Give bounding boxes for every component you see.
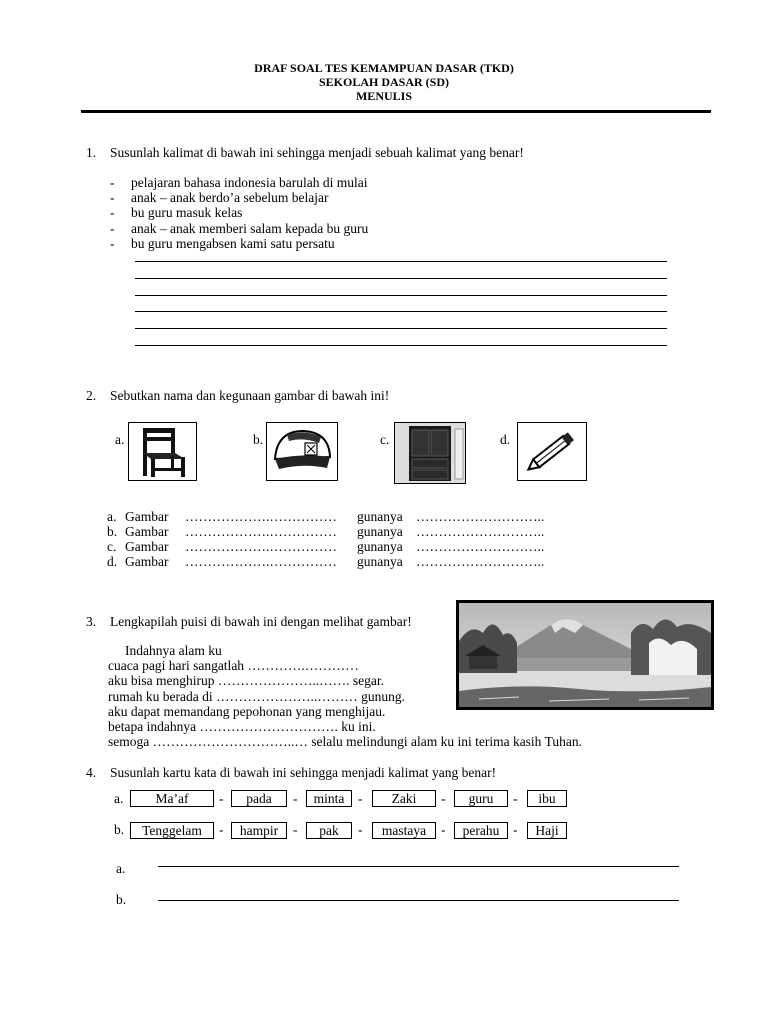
answer-line[interactable] bbox=[135, 278, 667, 279]
answer-line[interactable] bbox=[158, 900, 679, 901]
name-blank[interactable]: ……………….…………… bbox=[185, 524, 337, 539]
landscape-icon bbox=[459, 603, 711, 707]
answer-line[interactable] bbox=[135, 261, 667, 262]
word-card[interactable]: mastaya bbox=[372, 822, 436, 839]
word-card[interactable]: minta bbox=[306, 790, 352, 807]
gunanya-label: gunanya bbox=[357, 509, 403, 524]
picture-box-c bbox=[394, 422, 466, 484]
poem-title: Indahnya alam ku bbox=[125, 643, 222, 658]
picture-label: d. bbox=[500, 432, 511, 447]
gambar-label: Gambar bbox=[125, 524, 169, 539]
word-card[interactable]: ibu bbox=[527, 790, 567, 807]
card-separator: - bbox=[513, 822, 518, 837]
answer-line[interactable] bbox=[135, 295, 667, 296]
doc-subtitle: SEKOLAH DASAR (SD) bbox=[318, 75, 450, 89]
card-row-letter: b. bbox=[114, 822, 125, 837]
word-card[interactable]: pada bbox=[231, 790, 287, 807]
q4-text: Susunlah kartu kata di bawah ini sehingga menjadi kalimat yang benar! bbox=[110, 765, 497, 780]
card-separator: - bbox=[358, 822, 363, 837]
doc-section: MENULIS bbox=[355, 89, 412, 103]
picture-label: c. bbox=[380, 432, 390, 447]
answer-line[interactable] bbox=[135, 345, 667, 346]
q1-number: 1. bbox=[86, 145, 97, 160]
answer-line[interactable] bbox=[135, 311, 667, 312]
cap-icon bbox=[267, 423, 337, 480]
q1-bullet: - bbox=[110, 175, 115, 190]
use-blank[interactable]: ……………………….. bbox=[416, 554, 545, 569]
q1-item: bu guru mengabsen kami satu persatu bbox=[131, 236, 335, 251]
use-blank[interactable]: ……………………….. bbox=[416, 524, 545, 539]
picture-box-d bbox=[517, 422, 587, 481]
card-separator: - bbox=[441, 791, 446, 806]
name-blank[interactable]: ……………….…………… bbox=[185, 539, 337, 554]
word-card[interactable]: pak bbox=[306, 822, 352, 839]
gunanya-label: gunanya bbox=[357, 524, 403, 539]
gambar-label: Gambar bbox=[125, 554, 169, 569]
picture-box-b bbox=[266, 422, 338, 481]
landscape-frame bbox=[456, 600, 714, 710]
use-blank[interactable]: ……………………….. bbox=[416, 509, 545, 524]
word-card[interactable]: hampir bbox=[231, 822, 287, 839]
doc-title: DRAF SOAL TES KEMAMPUAN DASAR (TKD) bbox=[254, 61, 514, 75]
gunanya-label: gunanya bbox=[357, 554, 403, 569]
card-separator: - bbox=[293, 822, 298, 837]
gambar-label: Gambar bbox=[125, 539, 169, 554]
q1-bullet: - bbox=[110, 236, 115, 251]
q1-item: anak – anak berdo’a sebelum belajar bbox=[131, 190, 329, 205]
q1-item: bu guru masuk kelas bbox=[131, 205, 243, 220]
header-rule bbox=[81, 110, 711, 113]
poem-line[interactable]: cuaca pagi hari sangatlah ………….………… bbox=[108, 658, 359, 673]
q1-item: pelajaran bahasa indonesia barulah di mulai bbox=[131, 175, 368, 190]
chair-icon bbox=[129, 423, 196, 480]
answer-line[interactable] bbox=[135, 328, 667, 329]
use-blank[interactable]: ……………………….. bbox=[416, 539, 545, 554]
card-separator: - bbox=[513, 791, 518, 806]
word-card[interactable]: Haji bbox=[527, 822, 567, 839]
word-card[interactable]: perahu bbox=[454, 822, 508, 839]
poem-line: aku dapat memandang pepohonan yang menghijau. bbox=[108, 704, 386, 719]
q2-number: 2. bbox=[86, 388, 97, 403]
word-card[interactable]: Zaki bbox=[372, 790, 436, 807]
q3-number: 3. bbox=[86, 614, 97, 629]
gunanya-label: gunanya bbox=[357, 539, 403, 554]
answer-label: a. bbox=[116, 861, 126, 876]
picture-label: b. bbox=[253, 432, 264, 447]
word-card[interactable]: Ma’af bbox=[130, 790, 214, 807]
card-separator: - bbox=[293, 791, 298, 806]
answer-label: b. bbox=[116, 892, 127, 907]
poem-line[interactable]: semoga …………………………..… selalu melindungi alam ku ini terima kasih Tuhan. bbox=[108, 734, 582, 749]
wardrobe-icon bbox=[395, 423, 465, 483]
card-separator: - bbox=[441, 822, 446, 837]
word-card[interactable]: Tenggelam bbox=[130, 822, 214, 839]
word-card[interactable]: guru bbox=[454, 790, 508, 807]
name-blank[interactable]: ……………….…………… bbox=[185, 554, 337, 569]
name-blank[interactable]: ……………….…………… bbox=[185, 509, 337, 524]
q1-item: anak – anak memberi salam kepada bu guru bbox=[131, 221, 369, 236]
picture-label: a. bbox=[115, 432, 125, 447]
row-letter: d. bbox=[107, 554, 118, 569]
poem-line[interactable]: rumah ku berada di …………………..……… gunung. bbox=[108, 689, 405, 704]
q1-bullet: - bbox=[110, 205, 115, 220]
poem-line[interactable]: aku bisa menghirup …………………..……. segar. bbox=[108, 673, 384, 688]
row-letter: c. bbox=[107, 539, 117, 554]
answer-line[interactable] bbox=[158, 866, 679, 867]
pencil-icon bbox=[518, 423, 586, 480]
row-letter: b. bbox=[107, 524, 118, 539]
picture-box-a bbox=[128, 422, 197, 481]
q4-number: 4. bbox=[86, 765, 97, 780]
q3-text: Lengkapilah puisi di bawah ini dengan melihat gambar! bbox=[110, 614, 412, 629]
row-letter: a. bbox=[107, 509, 117, 524]
q1-bullet: - bbox=[110, 190, 115, 205]
q1-bullet: - bbox=[110, 221, 115, 236]
card-row-letter: a. bbox=[114, 791, 124, 806]
card-separator: - bbox=[358, 791, 363, 806]
poem-line[interactable]: betapa indahnya …………………………. ku ini. bbox=[108, 719, 376, 734]
card-separator: - bbox=[219, 791, 224, 806]
card-separator: - bbox=[219, 822, 224, 837]
q1-text: Susunlah kalimat di bawah ini sehingga menjadi sebuah kalimat yang benar! bbox=[110, 145, 524, 160]
gambar-label: Gambar bbox=[125, 509, 169, 524]
q2-text: Sebutkan nama dan kegunaan gambar di bawah ini! bbox=[110, 388, 390, 403]
